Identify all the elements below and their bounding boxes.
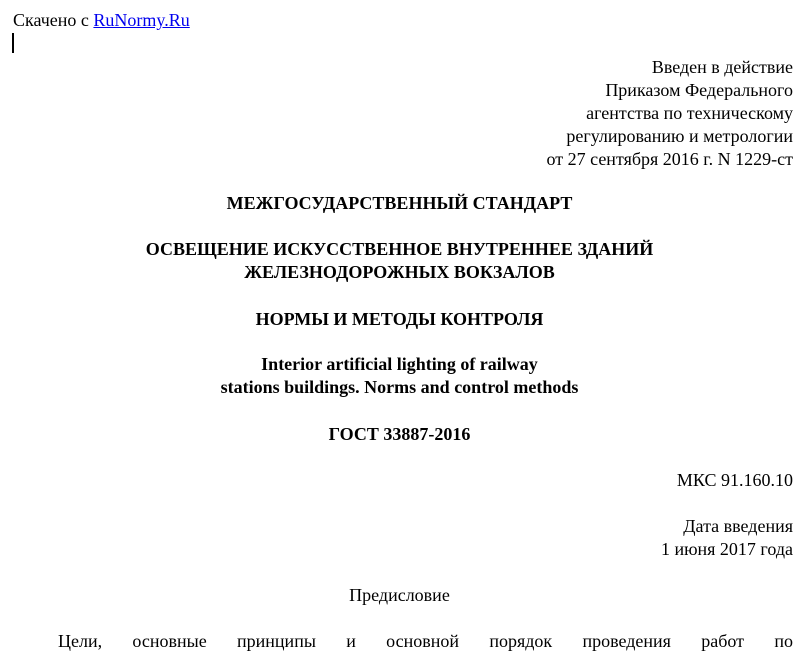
subtitle-ru: НОРМЫ И МЕТОДЫ КОНТРОЛЯ: [255, 309, 544, 329]
title-en-line: Interior artificial lighting of railway: [261, 354, 538, 374]
effective-date-value: 1 июня 2017 года: [660, 539, 793, 559]
source-line: [13, 9, 190, 31]
approval-line: агентства по техническому: [586, 103, 793, 123]
approval-line: от 27 сентября 2016 г. N 1229-ст: [546, 149, 793, 169]
standard-type: МЕЖГОСУДАРСТВЕННЫЙ СТАНДАРТ: [226, 193, 573, 213]
title-ru: [0, 238, 799, 284]
approval-line: Введен в действие: [651, 57, 793, 77]
approval-line: регулированию и метрологии: [566, 126, 793, 146]
source-prefix: Скачено с: [13, 10, 94, 30]
mks-code: МКС 91.160.10: [676, 470, 793, 490]
source-link[interactable]: RuNormy.Ru: [93, 10, 190, 30]
effective-date-block: [661, 515, 793, 561]
standard-code: ГОСТ 33887-2016: [328, 424, 471, 444]
title-ru-line: ОСВЕЩЕНИЕ ИСКУССТВЕННОЕ ВНУТРЕННЕЕ ЗДАНИЙ: [145, 239, 654, 259]
approval-line: Приказом Федерального: [605, 80, 793, 100]
title-en: [0, 353, 799, 399]
approval-block: [393, 56, 793, 171]
foreword-paragraph: Цели, основные принципы и основной порядок проведения работ по: [58, 631, 793, 651]
title-ru-line: ЖЕЛЕЗНОДОРОЖНЫХ ВОКЗАЛОВ: [244, 262, 555, 282]
effective-date-label: Дата введения: [683, 516, 793, 536]
foreword-heading: Предисловие: [349, 585, 450, 605]
title-en-line: stations buildings. Norms and control methods: [220, 377, 579, 397]
text-cursor: [12, 33, 14, 53]
